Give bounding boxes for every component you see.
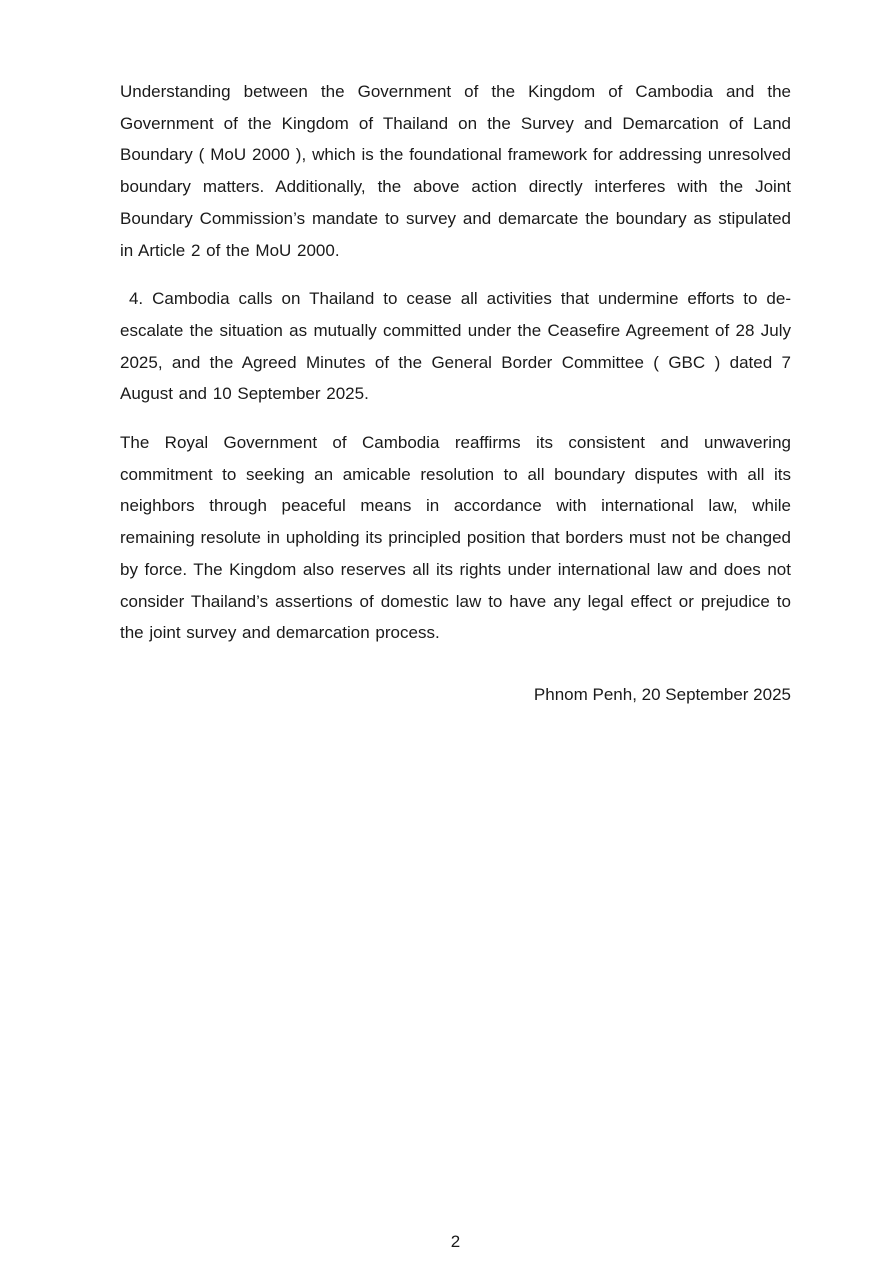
- document-body: [120, 76, 791, 711]
- dateline: Phnom Penh, 20 September 2025: [533, 684, 791, 704]
- paragraph-container: [120, 76, 791, 649]
- page-number: 2: [450, 1232, 461, 1251]
- page-footer: [120, 1232, 791, 1252]
- body-paragraph: The Royal Government of Cambodia reaffirms its consistent and unwavering commitment to seeking an amicable resolution to all boundary disputes with all its neighbors through peaceful means in accordance with international law, while remaining resolute in upholding its principled position that borders must not be changed by force. The Kingdom also reserves all its rights under international law and does not consider Thailand’s assertions of domestic law to have any legal effect or prejudice to the joint survey and demarcation process.: [120, 433, 791, 643]
- body-paragraph: 4. Cambodia calls on Thailand to cease all activities that undermine efforts to de-escalate the situation as mutually committed under the Ceasefire Agreement of 28 July 2025, and the Agreed Minutes of the General Border Committee ( GBC ) dated 7 August and 10 September 2025.: [120, 289, 791, 404]
- body-paragraph: Understanding between the Government of the Kingdom of Cambodia and the Government of the Kingdom of Thailand on the Survey and Demarcation of Land Boundary ( MoU 2000 ), which is the foundational framework for addressing unresolved boundary matters. Additionally, the above action directly interferes with the Joint Boundary Commission’s mandate to survey and demarcate the boundary as stipulated in Article 2 of the MoU 2000.: [120, 82, 791, 260]
